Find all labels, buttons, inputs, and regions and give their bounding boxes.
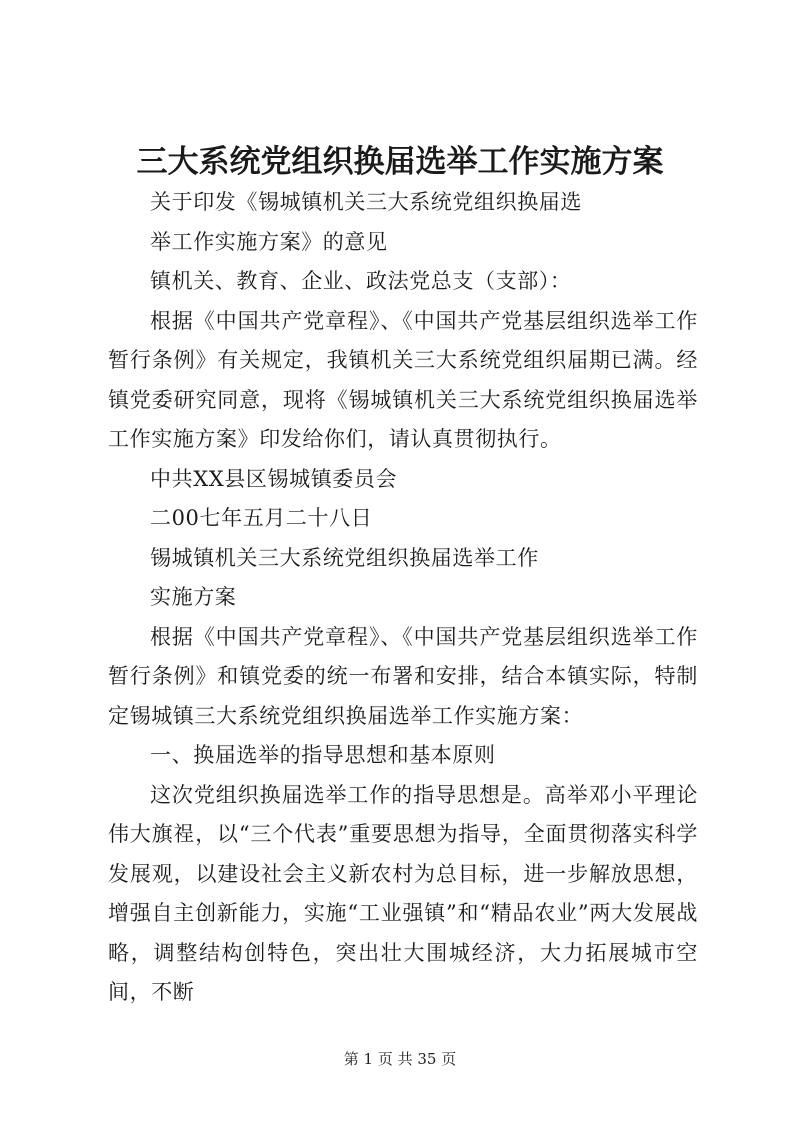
paragraph-addressee: 镇机关、教育、企业、政法党总支（支部）： bbox=[150, 269, 572, 293]
page-number-footer: 第 1 页 共 35 页 bbox=[343, 1050, 457, 1068]
document-body bbox=[108, 183, 698, 1013]
paragraph-date: 二00七年五月二十八日 bbox=[150, 506, 373, 530]
paragraph-plan-heading-1: 锡城镇机关三大系统党组织换届选举工作 bbox=[150, 545, 539, 570]
paragraph-plan-intro: 根据《中国共产党章程》、《中国共产党基层组织选举工作暂行条例》和镇党委的统一布署和安排，结合本镇实际，特制定锡城镇三大系统党组织换届选举工作实施方案： bbox=[108, 624, 698, 728]
document-title: 三大系统党组织换届选举工作实施方案 bbox=[136, 144, 664, 180]
paragraph-notice-heading-1: 关于印发《锡城镇机关三大系统党组织换届选 bbox=[150, 190, 582, 214]
paragraph-guiding-ideology: 这次党组织换届选举工作的指导思想是。高举邓小平理论伟大旗䄇，以“三个代表”重要思想为指导，全面贯彻落实科学发展观，以建设社会主义新农村为总目标，进一步解放思想，增强自主创新能力，实施“工业强镇”和“精品农业”两大发展战略，调整结构创特色，突出壮大围城经济，大力拓展城市空间，不断 bbox=[108, 782, 698, 1004]
section-heading-1: 一、换届选举的指导思想和基本原则 bbox=[150, 743, 496, 767]
paragraph-notice-heading-2: 举工作实施方案》的意见 bbox=[150, 229, 388, 254]
paragraph-plan-heading-2: 实施方案 bbox=[150, 585, 237, 609]
paragraph-notice-body: 根据《中国共产党章程》、《中国共产党基层组织选举工作暂行条例》有关规定，我镇机关三大系统党组织届期已满。经镇党委研究同意，现将《锡城镇机关三大系统党组织换届选举工作实施方案》印发给你们，请认真贯彻执行。 bbox=[108, 308, 698, 451]
paragraph-issuer: 中共XX县区锡城镇委员会 bbox=[150, 466, 398, 491]
